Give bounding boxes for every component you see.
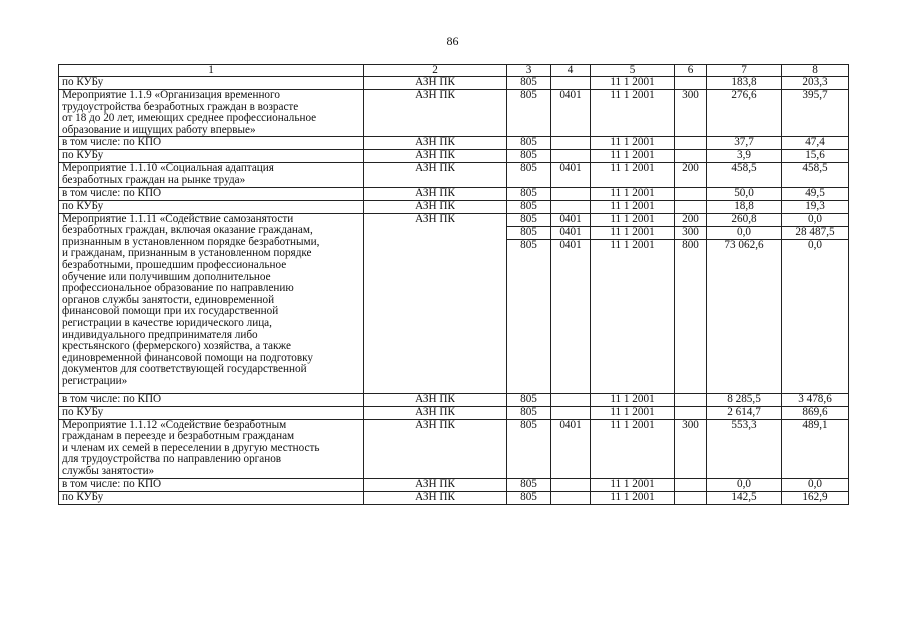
cell-c5: 11 1 2001 bbox=[591, 478, 675, 491]
row-description: по КУБу bbox=[59, 150, 364, 163]
table-row bbox=[59, 419, 849, 478]
cell-c7: 73 062,6 bbox=[707, 239, 782, 393]
column-header: 3 bbox=[507, 65, 551, 77]
cell-c2: АЗН ПК bbox=[364, 150, 507, 163]
cell-c7: 142,5 bbox=[707, 491, 782, 504]
cell-c4 bbox=[551, 393, 591, 406]
column-header: 7 bbox=[707, 65, 782, 77]
column-header: 1 bbox=[59, 65, 364, 77]
table-row bbox=[59, 90, 849, 137]
cell-c6: 300 bbox=[675, 419, 707, 478]
cell-c4 bbox=[551, 478, 591, 491]
cell-c8: 3 478,6 bbox=[782, 393, 849, 406]
cell-c7: 2 614,7 bbox=[707, 406, 782, 419]
cell-c2: АЗН ПК bbox=[364, 393, 507, 406]
cell-c7: 276,6 bbox=[707, 90, 782, 137]
page-number: 86 bbox=[446, 34, 459, 48]
column-header: 6 bbox=[675, 65, 707, 77]
cell-c3: 805 bbox=[507, 200, 551, 213]
cell-c6 bbox=[675, 406, 707, 419]
cell-c3: 805 bbox=[507, 239, 551, 393]
row-description: в том числе: по КПО bbox=[59, 478, 364, 491]
cell-c7: 3,9 bbox=[707, 150, 782, 163]
cell-c5: 11 1 2001 bbox=[591, 213, 675, 226]
cell-c7: 553,3 bbox=[707, 419, 782, 478]
cell-c6: 800 bbox=[675, 239, 707, 393]
cell-c3: 805 bbox=[507, 163, 551, 187]
cell-c8: 489,1 bbox=[782, 419, 849, 478]
cell-c5: 11 1 2001 bbox=[591, 137, 675, 150]
column-header: 8 bbox=[782, 65, 849, 77]
cell-c6 bbox=[675, 150, 707, 163]
cell-c7: 50,0 bbox=[707, 187, 782, 200]
cell-c3: 805 bbox=[507, 419, 551, 478]
cell-c8: 49,5 bbox=[782, 187, 849, 200]
table-row bbox=[59, 491, 849, 504]
cell-c7: 458,5 bbox=[707, 163, 782, 187]
cell-c3: 805 bbox=[507, 478, 551, 491]
cell-c4 bbox=[551, 77, 591, 90]
row-description: в том числе: по КПО bbox=[59, 187, 364, 200]
cell-c5: 11 1 2001 bbox=[591, 406, 675, 419]
row-description: по КУБу bbox=[59, 406, 364, 419]
row-description: Мероприятие 1.1.10 «Социальная адаптация безработных граждан на рынке труда» bbox=[59, 163, 364, 187]
column-header: 5 bbox=[591, 65, 675, 77]
cell-c8: 0,0 bbox=[782, 478, 849, 491]
table-row bbox=[59, 478, 849, 491]
cell-c7: 8 285,5 bbox=[707, 393, 782, 406]
column-header: 4 bbox=[551, 65, 591, 77]
cell-c5: 11 1 2001 bbox=[591, 239, 675, 393]
row-description: в том числе: по КПО bbox=[59, 393, 364, 406]
cell-c3: 805 bbox=[507, 187, 551, 200]
cell-c8: 47,4 bbox=[782, 137, 849, 150]
row-description: по КУБу bbox=[59, 77, 364, 90]
cell-c3: 805 bbox=[507, 77, 551, 90]
cell-c2: АЗН ПК bbox=[364, 90, 507, 137]
cell-c3: 805 bbox=[507, 137, 551, 150]
cell-c5: 11 1 2001 bbox=[591, 163, 675, 187]
cell-c6 bbox=[675, 77, 707, 90]
cell-c8: 162,9 bbox=[782, 491, 849, 504]
cell-c6: 200 bbox=[675, 163, 707, 187]
cell-c6: 300 bbox=[675, 226, 707, 239]
row-description: Мероприятие 1.1.9 «Организация временного трудоустройства безработных граждан в возрасте от 18 до 20 лет, имеющих среднее профессиональное образование и ищущих работу впервые» bbox=[59, 90, 364, 137]
cell-c7: 183,8 bbox=[707, 77, 782, 90]
cell-c4 bbox=[551, 187, 591, 200]
header-row bbox=[59, 65, 849, 77]
cell-c4 bbox=[551, 137, 591, 150]
cell-c5: 11 1 2001 bbox=[591, 393, 675, 406]
cell-c4: 0401 bbox=[551, 163, 591, 187]
row-description: Мероприятие 1.1.12 «Содействие безработным гражданам в переезде и безработным гражданам и членам их семей в переселении в другую местность для трудоустройства по направлению органов службы занятости» bbox=[59, 419, 364, 478]
table-row bbox=[59, 213, 849, 226]
table-row bbox=[59, 77, 849, 90]
cell-c2: АЗН ПК bbox=[364, 213, 507, 393]
cell-c2: АЗН ПК bbox=[364, 163, 507, 187]
cell-c4 bbox=[551, 406, 591, 419]
cell-c2: АЗН ПК bbox=[364, 478, 507, 491]
cell-c5: 11 1 2001 bbox=[591, 150, 675, 163]
table-row bbox=[59, 150, 849, 163]
cell-c6 bbox=[675, 187, 707, 200]
cell-c4: 0401 bbox=[551, 90, 591, 137]
cell-c4 bbox=[551, 491, 591, 504]
cell-c4: 0401 bbox=[551, 419, 591, 478]
cell-c3: 805 bbox=[507, 406, 551, 419]
cell-c8: 0,0 bbox=[782, 239, 849, 393]
cell-c3: 805 bbox=[507, 226, 551, 239]
cell-c2: АЗН ПК bbox=[364, 187, 507, 200]
table-body bbox=[59, 65, 849, 505]
cell-c8: 395,7 bbox=[782, 90, 849, 137]
cell-c2: АЗН ПК bbox=[364, 137, 507, 150]
cell-c5: 11 1 2001 bbox=[591, 200, 675, 213]
cell-c5: 11 1 2001 bbox=[591, 226, 675, 239]
cell-c8: 869,6 bbox=[782, 406, 849, 419]
cell-c5: 11 1 2001 bbox=[591, 90, 675, 137]
cell-c3: 805 bbox=[507, 393, 551, 406]
cell-c8: 28 487,5 bbox=[782, 226, 849, 239]
table-row bbox=[59, 393, 849, 406]
cell-c7: 0,0 bbox=[707, 226, 782, 239]
cell-c6: 300 bbox=[675, 90, 707, 137]
cell-c8: 15,6 bbox=[782, 150, 849, 163]
cell-c2: АЗН ПК bbox=[364, 406, 507, 419]
budget-table bbox=[58, 64, 849, 505]
cell-c6 bbox=[675, 393, 707, 406]
cell-c3: 805 bbox=[507, 150, 551, 163]
cell-c6 bbox=[675, 137, 707, 150]
cell-c4 bbox=[551, 200, 591, 213]
table-row bbox=[59, 163, 849, 187]
cell-c8: 458,5 bbox=[782, 163, 849, 187]
table-row bbox=[59, 406, 849, 419]
table-row bbox=[59, 137, 849, 150]
column-header: 2 bbox=[364, 65, 507, 77]
cell-c2: АЗН ПК bbox=[364, 419, 507, 478]
cell-c3: 805 bbox=[507, 90, 551, 137]
cell-c6 bbox=[675, 491, 707, 504]
cell-c2: АЗН ПК bbox=[364, 491, 507, 504]
cell-c2: АЗН ПК bbox=[364, 77, 507, 90]
table-row bbox=[59, 187, 849, 200]
cell-c8: 19,3 bbox=[782, 200, 849, 213]
row-description: в том числе: по КПО bbox=[59, 137, 364, 150]
cell-c5: 11 1 2001 bbox=[591, 77, 675, 90]
cell-c7: 18,8 bbox=[707, 200, 782, 213]
cell-c4 bbox=[551, 150, 591, 163]
cell-c4: 0401 bbox=[551, 239, 591, 393]
cell-c7: 0,0 bbox=[707, 478, 782, 491]
cell-c7: 37,7 bbox=[707, 137, 782, 150]
row-description: по КУБу bbox=[59, 200, 364, 213]
cell-c3: 805 bbox=[507, 213, 551, 226]
cell-c6: 200 bbox=[675, 213, 707, 226]
row-description: по КУБу bbox=[59, 491, 364, 504]
table-row bbox=[59, 200, 849, 213]
cell-c7: 260,8 bbox=[707, 213, 782, 226]
cell-c6 bbox=[675, 200, 707, 213]
cell-c6 bbox=[675, 478, 707, 491]
cell-c4: 0401 bbox=[551, 213, 591, 226]
cell-c2: АЗН ПК bbox=[364, 200, 507, 213]
cell-c5: 11 1 2001 bbox=[591, 187, 675, 200]
cell-c8: 0,0 bbox=[782, 213, 849, 226]
cell-c8: 203,3 bbox=[782, 77, 849, 90]
cell-c3: 805 bbox=[507, 491, 551, 504]
cell-c4: 0401 bbox=[551, 226, 591, 239]
cell-c5: 11 1 2001 bbox=[591, 491, 675, 504]
cell-c5: 11 1 2001 bbox=[591, 419, 675, 478]
row-description: Мероприятие 1.1.11 «Содействие самозанятости безработных граждан, включая оказание гражданам, признанным в установленном порядке безработными, и гражданам, признанным в установленном порядке безработными, прошедшим профессиональное обучение или получившим дополнительное профессиональное образование по направлению органов службы занятости, единовременной финансовой помощи при их государственной регистрации в качестве юридического лица, индивидуального предпринимателя либо крестьянского (фермерского) хозяйства, а также единовременной финансовой помощи на подготовку документов для соответствующей государственной регистрации» bbox=[59, 213, 364, 393]
